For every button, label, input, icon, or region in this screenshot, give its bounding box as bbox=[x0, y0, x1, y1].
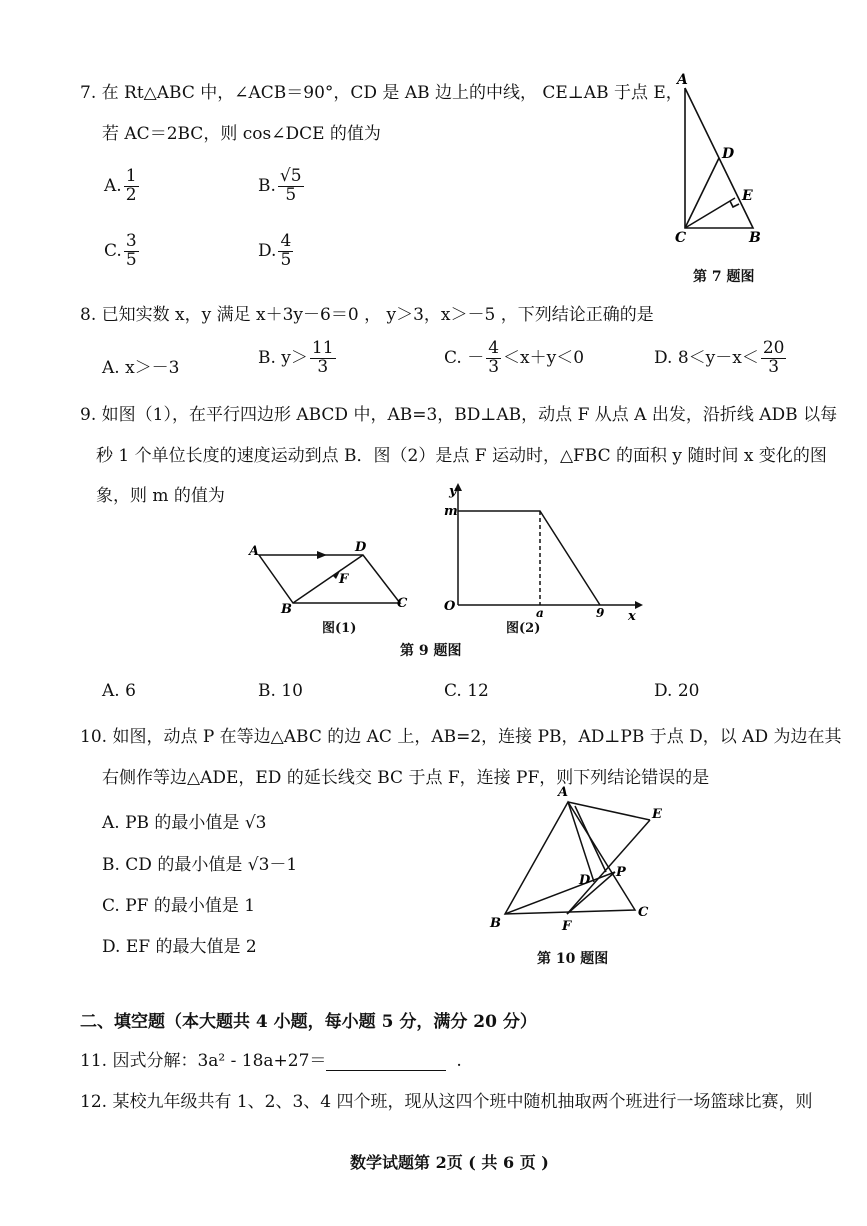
q9-figure-caption: 第 9 题图 bbox=[400, 643, 462, 659]
fraction: $\frac{4}{5}$ bbox=[280, 231, 292, 270]
q9-option-c[interactable]: C. 12 bbox=[444, 681, 489, 701]
q9-axis-x-label: x bbox=[628, 609, 636, 623]
q8-option-c[interactable]: C. － $\frac{4}{3}$ ＜x＋y＜0 bbox=[444, 338, 585, 377]
q12-line: 12. 某校九年级共有 1、2、3、4 四个班，现从这四个班中随机抽取两个班进行一场篮球比赛，则 bbox=[80, 1092, 813, 1112]
q10-line1: 10. 如图，动点 P 在等边△ABC 的边 AC 上，AB=2，连接 PB，AD⊥PB 于点 D，以 AD 为边在其 bbox=[80, 727, 842, 747]
q7-figure-caption: 第 7 题图 bbox=[693, 269, 755, 285]
q9-label-f: F bbox=[339, 572, 349, 587]
q7-label-d: D bbox=[722, 146, 735, 162]
q7-triangle-figure bbox=[665, 70, 775, 245]
q9-label-c: C bbox=[397, 596, 408, 611]
q9-fig2-caption: 图(2) bbox=[506, 621, 541, 636]
fraction: $\frac{11}{3}$ bbox=[311, 338, 334, 377]
q9-label-9-tick: 9 bbox=[596, 606, 605, 620]
q10-triangle-figure bbox=[480, 780, 675, 935]
fraction: $\frac{20}{3}$ bbox=[762, 338, 785, 377]
fraction: $\frac{3}{5}$ bbox=[125, 231, 137, 270]
q10-label-a: A bbox=[558, 785, 569, 800]
q7-line2: 若 AC＝2BC，则 cos∠DCE 的值为 bbox=[102, 124, 381, 144]
q10-line2: 右侧作等边△ADE，ED 的延长线交 BC 于点 F，连接 PF，则下列结论错误的是 bbox=[102, 768, 710, 788]
q9-option-b[interactable]: B. 10 bbox=[258, 681, 303, 701]
q9-option-a[interactable]: A. 6 bbox=[102, 681, 136, 701]
q10-label-p: P bbox=[616, 865, 626, 880]
q9-parallelogram-figure bbox=[245, 535, 415, 615]
q10-label-f: F bbox=[562, 919, 572, 934]
q9-area-graph bbox=[440, 483, 645, 623]
q10-option-c[interactable]: C. PF 的最小值是 1 bbox=[102, 896, 256, 916]
q8-option-b[interactable]: B. y＞ $\frac{11}{3}$ bbox=[258, 338, 334, 377]
fraction: $\frac{√5}{5}$ bbox=[279, 166, 302, 205]
q7-option-c[interactable]: C. $\frac{3}{5}$ bbox=[104, 231, 137, 270]
q10-option-b[interactable]: B. CD 的最小值是 √3－1 bbox=[102, 855, 298, 875]
page-footer: 数学试题第 2页 ( 共 6 页 ) bbox=[350, 1153, 549, 1172]
q9-line1: 9. 如图（1），在平行四边形 ABCD 中，AB=3，BD⊥AB，动点 F 从点 A 出发，沿折线 ADB 以每 bbox=[80, 405, 838, 425]
q10-label-e: E bbox=[652, 807, 662, 822]
q10-label-b: B bbox=[490, 916, 501, 931]
fraction: $\frac{1}{2}$ bbox=[125, 166, 137, 205]
q7-line1: 7. 在 Rt△ABC 中，∠ACB＝90°，CD 是 AB 边上的中线， CE⊥AB 于点 E， bbox=[80, 83, 683, 103]
q10-label-c: C bbox=[638, 905, 649, 920]
q8-line1: 8. 已知实数 x，y 满足 x＋3y－6＝0 ， y＞3，x＞－5 ，下列结论正确的是 bbox=[80, 305, 654, 325]
q8-option-a[interactable]: A. x＞－3 bbox=[102, 358, 180, 378]
fraction: $\frac{4}{3}$ bbox=[488, 338, 500, 377]
q7-label-c: C bbox=[675, 230, 687, 245]
section-2-heading: 二、填空题（本大题共 4 小题，每小题 5 分，满分 20 分） bbox=[80, 1012, 537, 1032]
q11-line: 11. 因式分解：3a² - 18a+27＝ . bbox=[80, 1051, 462, 1071]
q9-fig1-caption: 图(1) bbox=[322, 621, 357, 636]
q9-option-d[interactable]: D. 20 bbox=[654, 681, 700, 701]
q10-option-d[interactable]: D. EF 的最大值是 2 bbox=[102, 937, 257, 957]
q8-option-d[interactable]: D. 8＜y－x＜ $\frac{20}{3}$ bbox=[654, 338, 785, 377]
q7-label-b: B bbox=[749, 230, 761, 245]
q7-option-d[interactable]: D. $\frac{4}{5}$ bbox=[258, 231, 292, 270]
q7-option-b[interactable]: B. $\frac{√5}{5}$ bbox=[258, 166, 302, 205]
q7-label-a: A bbox=[677, 72, 688, 88]
q9-axis-y-label: y bbox=[449, 484, 457, 499]
q9-label-b: B bbox=[281, 602, 292, 615]
q7-option-a[interactable]: A. $\frac{1}{2}$ bbox=[104, 166, 137, 205]
q9-line3: 象，则 m 的值为 bbox=[96, 486, 225, 506]
q9-label-a: A bbox=[249, 544, 260, 559]
q7-label-e: E bbox=[742, 188, 753, 204]
q11-answer-blank[interactable] bbox=[326, 1054, 446, 1071]
q9-line2: 秒 1 个单位长度的速度运动到点 B．图（2）是点 F 运动时，△FBC 的面积 y 随时间 x 变化的图 bbox=[96, 446, 827, 466]
q10-figure-caption: 第 10 题图 bbox=[537, 951, 609, 967]
q10-label-d: D bbox=[579, 873, 591, 888]
q9-label-a-tick: a bbox=[536, 606, 544, 620]
q9-label-m: m bbox=[444, 504, 458, 519]
q10-option-a[interactable]: A. PB 的最小值是 √3 bbox=[102, 813, 267, 833]
q9-label-d: D bbox=[355, 540, 367, 555]
q9-label-origin: O bbox=[444, 599, 456, 614]
